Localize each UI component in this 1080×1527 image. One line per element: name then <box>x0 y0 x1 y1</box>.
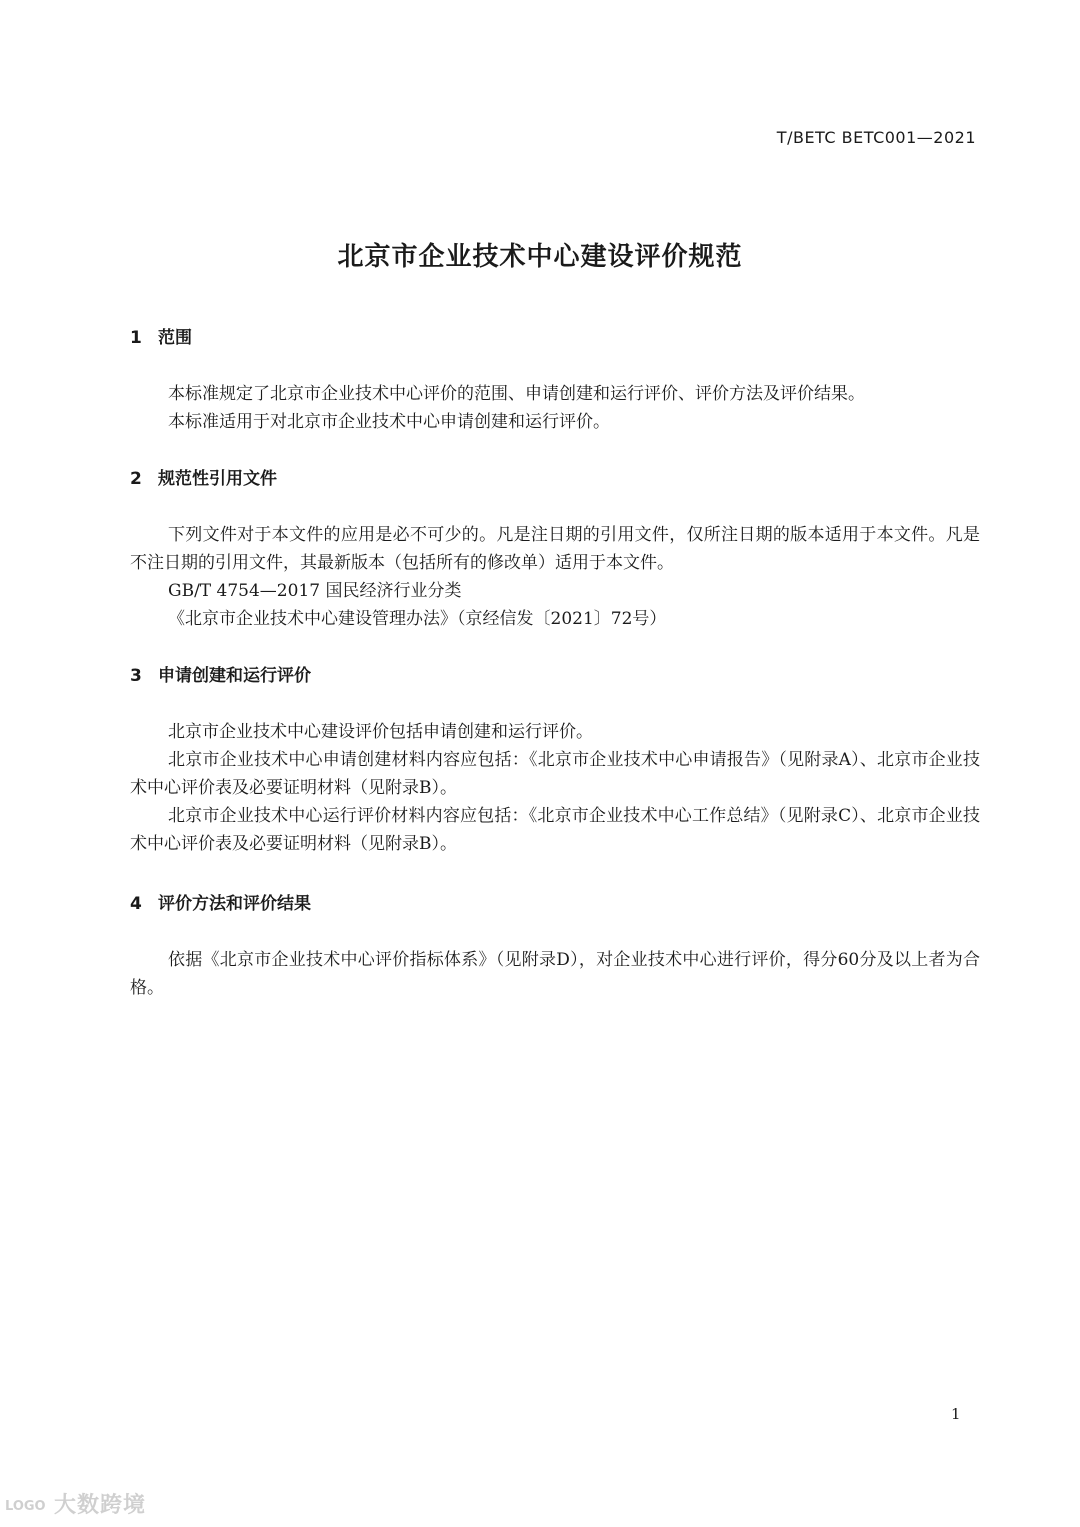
section-heading <box>130 892 980 916</box>
document-title: 北京市企业技术中心建设评价规范 <box>337 242 743 272</box>
section-title: 申请创建和运行评价 <box>158 666 311 686</box>
section-number: 4 <box>130 894 142 914</box>
section-title: 规范性引用文件 <box>158 469 277 489</box>
section-body <box>130 718 980 858</box>
section-number: 3 <box>130 666 142 686</box>
section-number: 2 <box>130 469 142 489</box>
section-title: 评价方法和评价结果 <box>158 894 311 914</box>
section-heading <box>130 326 980 350</box>
watermark <box>4 1488 146 1519</box>
reference-item: GB/T 4754—2017 国民经济行业分类 <box>168 581 462 601</box>
watermark-logo-text: LOGO <box>5 1498 46 1514</box>
paragraph: 北京市企业技术中心运行评价材料内容应包括：《北京市企业技术中心工作总结》（见附录C）、北京市企业技术中心评价表及必要证明材料（见附录B）。 <box>130 806 980 854</box>
section-normative-references <box>130 467 980 633</box>
paragraph: 下列文件对于本文件的应用是必不可少的。凡是注日期的引用文件，仅所注日期的版本适用于本文件。凡是不注日期的引用文件，其最新版本（包括所有的修改单）适用于本文件。 <box>130 525 980 573</box>
paragraph: 依据《北京市企业技术中心评价指标体系》（见附录D），对企业技术中心进行评价，得分60分及以上者为合格。 <box>130 950 980 998</box>
paragraph: 本标准适用于对北京市企业技术中心申请创建和运行评价。 <box>168 412 610 432</box>
standard-code: T/BETC BETC001—2021 <box>776 128 976 147</box>
section-heading <box>130 467 980 491</box>
section-heading <box>130 664 980 688</box>
paragraph: 本标准规定了北京市企业技术中心评价的范围、申请创建和运行评价、评价方法及评价结果。 <box>168 384 865 404</box>
page-number: 1 <box>951 1405 961 1423</box>
watermark-logo-icon <box>4 1492 48 1516</box>
section-evaluation-method <box>130 892 980 1002</box>
paragraph: 北京市企业技术中心申请创建材料内容应包括：《北京市企业技术中心申请报告》（见附录A）、北京市企业技术中心评价表及必要证明材料（见附录B）。 <box>130 750 980 798</box>
section-body <box>130 521 980 633</box>
section-body <box>130 946 980 1002</box>
section-title: 范围 <box>158 328 192 348</box>
section-scope <box>130 326 980 436</box>
section-body <box>130 380 980 436</box>
reference-item: 《北京市企业技术中心建设管理办法》（京经信发〔2021〕72号） <box>168 609 667 629</box>
section-number: 1 <box>130 328 142 348</box>
section-application-and-operation <box>130 664 980 858</box>
watermark-text: 大数跨境 <box>54 1493 147 1518</box>
paragraph: 北京市企业技术中心建设评价包括申请创建和运行评价。 <box>168 722 593 742</box>
